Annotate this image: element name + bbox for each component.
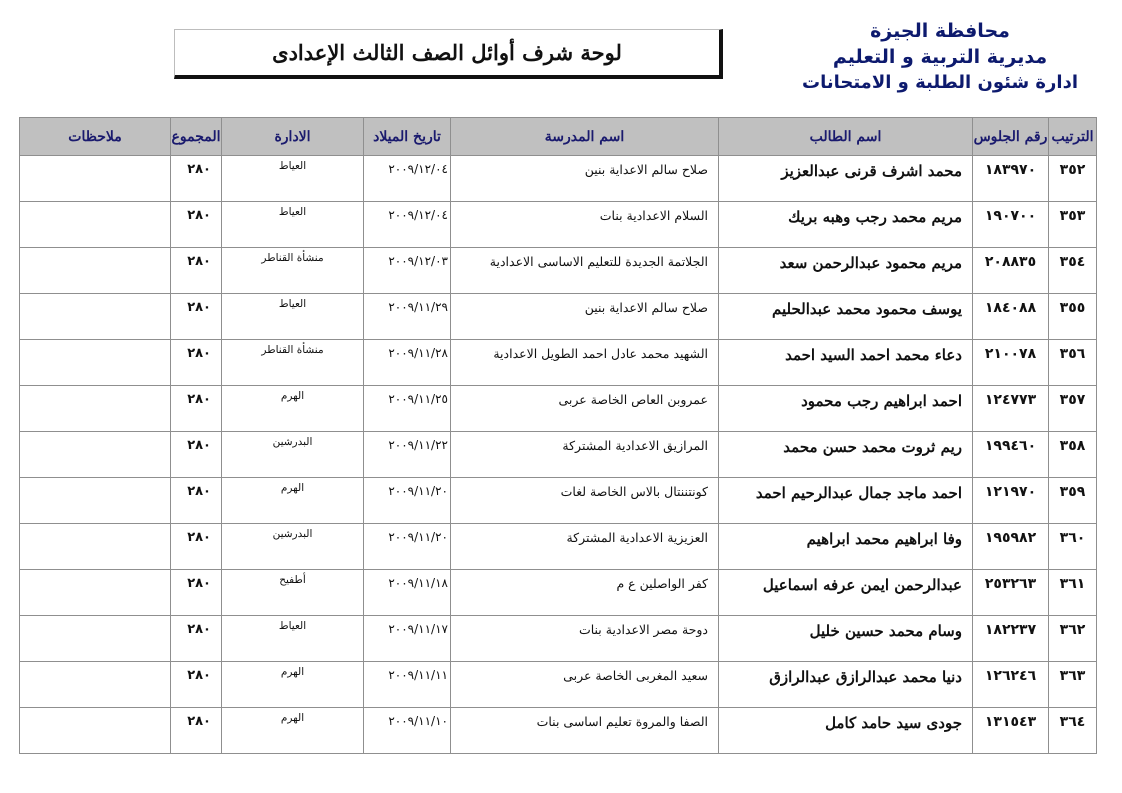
administration-value: العياط — [278, 160, 307, 172]
rank-cell — [1049, 524, 1097, 570]
rank-value: ٣٦٤ — [1059, 714, 1086, 730]
administration-value: الهرم — [280, 390, 305, 402]
school-name-cell — [451, 248, 719, 294]
notes-cell — [20, 386, 171, 432]
school-name-cell — [451, 708, 719, 754]
administration-value: منشأة القناطر — [261, 252, 324, 264]
notes-cell — [20, 202, 171, 248]
seat-number-value: ١٢١٩٧٠ — [984, 484, 1037, 500]
school-name-cell — [451, 340, 719, 386]
seat-number-cell — [973, 432, 1049, 478]
honor-roll-table — [19, 117, 1097, 754]
seat-number-value: ١٢٦٢٤٦ — [984, 668, 1037, 684]
rank-value: ٣٥٦ — [1059, 346, 1086, 362]
seat-number-cell — [973, 202, 1049, 248]
student-name-cell — [719, 294, 973, 340]
student-name-value: مريم محمود عبدالرحمن سعد — [779, 254, 962, 272]
table-row — [20, 432, 1097, 478]
student-name-value: وسام محمد حسين خليل — [809, 622, 962, 640]
notes-value — [20, 662, 170, 668]
table-header-row — [20, 118, 1097, 156]
administration-cell — [222, 156, 364, 202]
student-name-cell — [719, 248, 973, 294]
school-name-cell — [451, 524, 719, 570]
administration-cell — [222, 570, 364, 616]
column-header-administration: الادارة — [222, 118, 364, 156]
rank-value: ٣٦٢ — [1059, 622, 1086, 638]
birth-date-cell — [364, 156, 451, 202]
notes-cell — [20, 156, 171, 202]
birth-date-value: ٢٠٠٩/١١/٢٠ — [388, 484, 448, 498]
seat-number-value: ١٨٣٩٧٠ — [984, 162, 1037, 178]
school-name-value: الشهيد محمد عادل احمد الطويل الاعدادية — [493, 346, 708, 361]
notes-cell — [20, 570, 171, 616]
notes-value — [20, 570, 170, 576]
school-name-value: كونتننتال بالاس الخاصة لغات — [560, 484, 708, 499]
page-title: لوحة شرف أوائل الصف الثالث الإعدادى — [272, 40, 622, 65]
notes-cell — [20, 662, 171, 708]
table-row — [20, 202, 1097, 248]
student-name-value: محمد اشرف قرنى عبدالعزيز — [781, 162, 962, 180]
seat-number-cell — [973, 570, 1049, 616]
birth-date-value: ٢٠٠٩/١١/٢٥ — [388, 392, 448, 406]
school-name-value: كفر الواصلين ع م — [616, 576, 708, 591]
table-body — [20, 156, 1097, 754]
table-row — [20, 294, 1097, 340]
notes-value — [20, 616, 170, 622]
birth-date-cell — [364, 524, 451, 570]
column-header-birth-date: تاريخ الميلاد — [364, 118, 451, 156]
rank-cell — [1049, 248, 1097, 294]
school-name-value: صلاح سالم الاعداية بنين — [584, 162, 708, 177]
school-name-value: العزيزية الاعدادية المشتركة — [566, 530, 708, 545]
column-header-seat-number: رقم الجلوس — [973, 118, 1049, 156]
seat-number-value: ١٨٢٢٣٧ — [984, 622, 1037, 638]
birth-date-cell — [364, 616, 451, 662]
total-value: ٢٨٠ — [187, 392, 211, 407]
birth-date-value: ٢٠٠٩/١٢/٠٣ — [388, 254, 448, 268]
school-name-value: سعيد المغربى الخاصة عربى — [563, 668, 708, 683]
governorate-name: محافظة الجيزة — [870, 20, 1010, 42]
seat-number-cell — [973, 478, 1049, 524]
total-value: ٢٨٠ — [187, 208, 211, 223]
student-name-value: وفا ابراهيم محمد ابراهيم — [806, 530, 962, 548]
birth-date-cell — [364, 432, 451, 478]
student-name-cell — [719, 156, 973, 202]
notes-value — [20, 156, 170, 162]
student-name-value: احمد ماجد جمال عبدالرحيم احمد — [755, 484, 962, 502]
table-row — [20, 616, 1097, 662]
rank-value: ٣٥٧ — [1059, 392, 1086, 408]
table-row — [20, 386, 1097, 432]
notes-cell — [20, 478, 171, 524]
student-name-cell — [719, 340, 973, 386]
directorate-name: مديرية التربية و التعليم — [832, 46, 1048, 68]
school-name-value: الصفا والمروة تعليم اساسى بنات — [536, 714, 708, 729]
school-name-cell — [451, 570, 719, 616]
notes-value — [20, 248, 170, 254]
seat-number-value: ١٢٤٧٧٣ — [984, 392, 1037, 408]
seat-number-cell — [973, 662, 1049, 708]
rank-value: ٣٥٩ — [1059, 484, 1086, 500]
notes-cell — [20, 248, 171, 294]
birth-date-value: ٢٠٠٩/١١/٢٠ — [388, 530, 448, 544]
rank-value: ٣٥٨ — [1059, 438, 1086, 454]
total-cell — [171, 524, 222, 570]
administration-cell — [222, 478, 364, 524]
administration-cell — [222, 432, 364, 478]
table-row — [20, 248, 1097, 294]
table-row — [20, 156, 1097, 202]
school-name-cell — [451, 662, 719, 708]
school-name-value: صلاح سالم الاعداية بنين — [584, 300, 708, 315]
seat-number-cell — [973, 616, 1049, 662]
rank-cell — [1049, 386, 1097, 432]
school-name-cell — [451, 386, 719, 432]
birth-date-value: ٢٠٠٩/١١/١٨ — [388, 576, 448, 590]
student-name-value: جودى سيد حامد كامل — [825, 714, 962, 732]
notes-cell — [20, 432, 171, 478]
total-value: ٢٨٠ — [187, 530, 211, 545]
total-value: ٢٨٠ — [187, 438, 211, 453]
administration-cell — [222, 202, 364, 248]
column-header-school-name: اسم المدرسة — [451, 118, 719, 156]
total-cell — [171, 708, 222, 754]
administration-value: الهرم — [280, 712, 305, 724]
school-name-cell — [451, 294, 719, 340]
notes-cell — [20, 294, 171, 340]
school-name-value: السلام الاعدادية بنات — [599, 208, 708, 223]
birth-date-cell — [364, 386, 451, 432]
notes-value — [20, 294, 170, 300]
administration-cell — [222, 662, 364, 708]
rank-cell — [1049, 156, 1097, 202]
student-name-value: يوسف محمود محمد عبدالحليم — [771, 300, 962, 318]
birth-date-cell — [364, 708, 451, 754]
birth-date-cell — [364, 478, 451, 524]
administration-value: البدرشين — [272, 528, 313, 540]
birth-date-cell — [364, 248, 451, 294]
notes-cell — [20, 340, 171, 386]
organization-header — [790, 18, 1090, 96]
rank-cell — [1049, 432, 1097, 478]
table-row — [20, 340, 1097, 386]
seat-number-cell — [973, 248, 1049, 294]
birth-date-cell — [364, 570, 451, 616]
school-name-cell — [451, 202, 719, 248]
seat-number-cell — [973, 708, 1049, 754]
birth-date-value: ٢٠٠٩/١١/١١ — [388, 668, 448, 682]
rank-value: ٣٦١ — [1059, 576, 1086, 592]
table-row — [20, 708, 1097, 754]
notes-value — [20, 478, 170, 484]
birth-date-value: ٢٠٠٩/١١/٢٢ — [388, 438, 448, 452]
rank-cell — [1049, 570, 1097, 616]
notes-value — [20, 202, 170, 208]
seat-number-value: ١٩٥٩٨٢ — [984, 530, 1037, 546]
birth-date-value: ٢٠٠٩/١٢/٠٤ — [388, 162, 448, 176]
rank-cell — [1049, 340, 1097, 386]
student-name-cell — [719, 524, 973, 570]
seat-number-value: ٢٠٨٨٣٥ — [984, 254, 1037, 270]
column-header-rank: الترتيب — [1049, 118, 1097, 156]
student-name-value: دعاء محمد احمد السيد احمد — [785, 346, 962, 364]
column-header-total: المجموع — [171, 118, 222, 156]
administration-value: الهرم — [280, 666, 305, 678]
rank-cell — [1049, 616, 1097, 662]
rank-value: ٣٥٤ — [1059, 254, 1086, 270]
seat-number-value: ١٨٤٠٨٨ — [984, 300, 1037, 316]
table-row — [20, 570, 1097, 616]
birth-date-cell — [364, 340, 451, 386]
student-name-cell — [719, 616, 973, 662]
notes-value — [20, 524, 170, 530]
total-cell — [171, 432, 222, 478]
total-cell — [171, 386, 222, 432]
total-value: ٢٨٠ — [187, 622, 211, 637]
total-cell — [171, 570, 222, 616]
rank-cell — [1049, 662, 1097, 708]
page-title-box — [174, 29, 723, 79]
student-name-cell — [719, 478, 973, 524]
total-value: ٢٨٠ — [187, 668, 211, 683]
administration-value: العياط — [278, 206, 307, 218]
total-value: ٢٨٠ — [187, 346, 211, 361]
student-name-cell — [719, 570, 973, 616]
student-name-cell — [719, 432, 973, 478]
notes-value — [20, 386, 170, 392]
administration-cell — [222, 616, 364, 662]
administration-value: الهرم — [280, 482, 305, 494]
total-value: ٢٨٠ — [187, 714, 211, 729]
total-cell — [171, 616, 222, 662]
school-name-cell — [451, 156, 719, 202]
total-cell — [171, 248, 222, 294]
total-cell — [171, 478, 222, 524]
seat-number-cell — [973, 386, 1049, 432]
total-cell — [171, 662, 222, 708]
column-header-notes: ملاحظات — [20, 118, 171, 156]
school-name-cell — [451, 616, 719, 662]
rank-cell — [1049, 202, 1097, 248]
rank-value: ٣٥٢ — [1059, 162, 1086, 178]
rank-cell — [1049, 478, 1097, 524]
seat-number-value: ٢١٠٠٧٨ — [984, 346, 1037, 362]
administration-cell — [222, 248, 364, 294]
school-name-value: المرازيق الاعدادية المشتركة — [562, 438, 708, 453]
school-name-cell — [451, 432, 719, 478]
rank-cell — [1049, 708, 1097, 754]
rank-value: ٣٥٥ — [1059, 300, 1086, 316]
total-cell — [171, 340, 222, 386]
administration-value: العياط — [278, 298, 307, 310]
seat-number-cell — [973, 156, 1049, 202]
notes-value — [20, 708, 170, 714]
seat-number-value: ١٩٠٧٠٠ — [984, 208, 1037, 224]
administration-cell — [222, 708, 364, 754]
rank-cell — [1049, 294, 1097, 340]
rank-value: ٣٦٠ — [1059, 530, 1086, 546]
birth-date-cell — [364, 662, 451, 708]
total-cell — [171, 202, 222, 248]
student-name-value: دنيا محمد عبدالرازق عبدالرازق — [769, 668, 962, 686]
notes-cell — [20, 524, 171, 570]
school-name-cell — [451, 478, 719, 524]
seat-number-value: ١٩٩٤٦٠ — [984, 438, 1037, 454]
student-name-cell — [719, 386, 973, 432]
notes-cell — [20, 616, 171, 662]
department-name: ادارة شئون الطلبة و الامتحانات — [802, 72, 1078, 93]
notes-cell — [20, 708, 171, 754]
school-name-value: دوحة مصر الاعدادية بنات — [578, 622, 708, 637]
table-row — [20, 524, 1097, 570]
rank-value: ٣٥٣ — [1059, 208, 1086, 224]
rank-value: ٣٦٣ — [1059, 668, 1086, 684]
birth-date-value: ٢٠٠٩/١١/١٧ — [388, 622, 448, 636]
notes-value — [20, 432, 170, 438]
column-header-student-name: اسم الطالب — [719, 118, 973, 156]
birth-date-cell — [364, 202, 451, 248]
total-value: ٢٨٠ — [187, 254, 211, 269]
seat-number-value: ١٣١٥٤٣ — [984, 714, 1037, 730]
administration-cell — [222, 524, 364, 570]
administration-value: أطفيح — [279, 574, 306, 586]
total-cell — [171, 156, 222, 202]
birth-date-value: ٢٠٠٩/١١/٢٨ — [388, 346, 448, 360]
birth-date-value: ٢٠٠٩/١١/٢٩ — [388, 300, 448, 314]
total-value: ٢٨٠ — [187, 162, 211, 177]
administration-cell — [222, 294, 364, 340]
birth-date-cell — [364, 294, 451, 340]
total-value: ٢٨٠ — [187, 576, 211, 591]
administration-value: العياط — [278, 620, 307, 632]
student-name-value: ريم ثروت محمد حسن محمد — [783, 438, 962, 456]
student-name-cell — [719, 662, 973, 708]
student-name-cell — [719, 202, 973, 248]
table-row — [20, 662, 1097, 708]
student-name-value: احمد ابراهيم رجب محمود — [801, 392, 962, 410]
school-name-value: عمروبن العاص الخاصة عربى — [558, 392, 708, 407]
seat-number-cell — [973, 340, 1049, 386]
table-row — [20, 478, 1097, 524]
administration-cell — [222, 386, 364, 432]
birth-date-value: ٢٠٠٩/١٢/٠٤ — [388, 208, 448, 222]
student-name-value: مريم محمد رجب وهبه بريك — [788, 208, 962, 226]
administration-value: البدرشين — [272, 436, 313, 448]
notes-value — [20, 340, 170, 346]
seat-number-cell — [973, 294, 1049, 340]
school-name-value: الجلاتمة الجديدة للتعليم الاساسى الاعدادية — [489, 254, 708, 269]
total-cell — [171, 294, 222, 340]
administration-value: منشأة القناطر — [261, 344, 324, 356]
total-value: ٢٨٠ — [187, 484, 211, 499]
student-name-cell — [719, 708, 973, 754]
birth-date-value: ٢٠٠٩/١١/١٠ — [388, 714, 448, 728]
student-name-value: عبدالرحمن ايمن عرفه اسماعيل — [762, 576, 962, 594]
total-value: ٢٨٠ — [187, 300, 211, 315]
seat-number-value: ٢٥٣٢٦٣ — [984, 576, 1037, 592]
seat-number-cell — [973, 524, 1049, 570]
administration-cell — [222, 340, 364, 386]
